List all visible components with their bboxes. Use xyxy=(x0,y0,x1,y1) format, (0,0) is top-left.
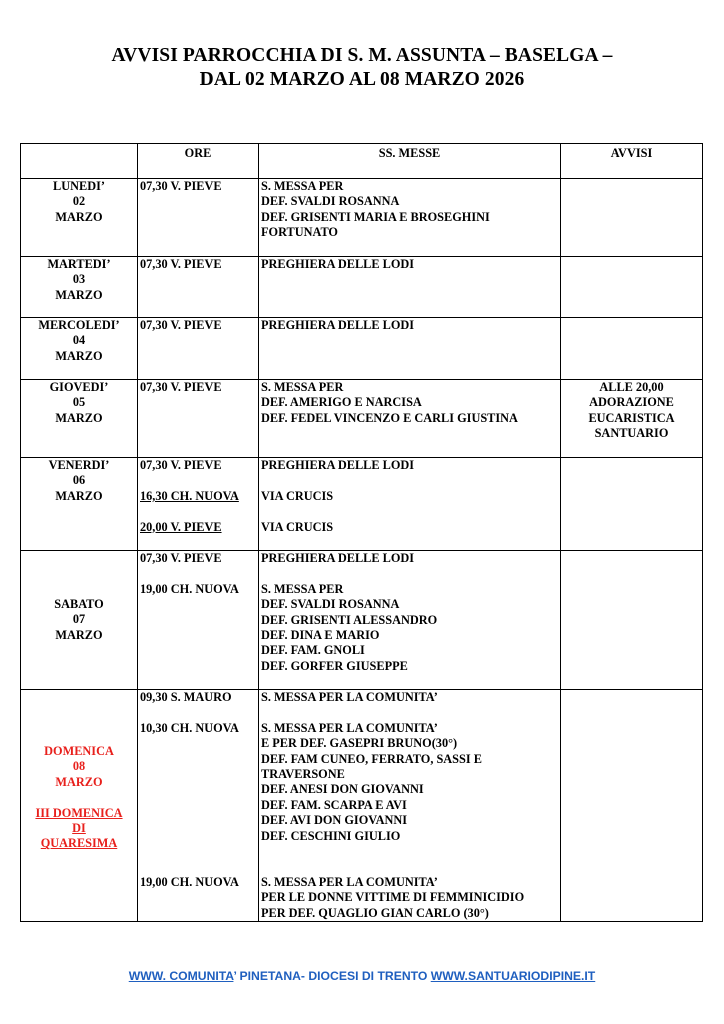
ore-cell-saturday xyxy=(138,551,259,690)
day-number: 04 xyxy=(72,333,86,348)
title-line-1: AVVISI PARROCCHIA DI S. M. ASSUNTA – BASELGA – xyxy=(111,45,613,66)
footer-link-comunita[interactable]: WWW. COMUNITA xyxy=(128,969,234,983)
spacer xyxy=(261,504,558,519)
ore-cell-monday xyxy=(138,179,259,257)
notice-line: EUCARISTICA xyxy=(588,410,675,425)
mass-line: DEF. CESCHINI GIULIO xyxy=(261,828,401,843)
day-cell-tuesday xyxy=(21,257,138,318)
row-tuesday xyxy=(21,257,703,318)
spacer xyxy=(261,566,558,581)
spacer xyxy=(140,844,256,859)
day-name: VENERDI’ xyxy=(48,458,110,472)
spacer xyxy=(261,859,558,874)
spacer xyxy=(140,798,256,813)
header-day xyxy=(21,144,138,179)
day-name: LUNEDI’ xyxy=(53,179,105,193)
day-name: SABATO xyxy=(54,596,104,611)
time-entry: 07,30 V. PIEVE xyxy=(140,551,222,565)
day-name: GIOVEDI’ xyxy=(49,380,109,394)
mass-line: PER LE DONNE VITTIME DI FEMMINICIDIO xyxy=(261,890,525,905)
messe-cell-sunday xyxy=(259,690,561,922)
mass-line: DEF. FAM. SCARPA E AVI xyxy=(261,797,407,812)
day-month: MARZO xyxy=(55,410,103,425)
spacer xyxy=(140,859,256,874)
notice-line: ADORAZIONE xyxy=(589,395,674,410)
liturgical-note: III DOMENICA xyxy=(35,805,123,820)
avvisi-cell-wednesday xyxy=(561,318,703,380)
spacer xyxy=(140,566,256,581)
mass-line: DEF. GRISENTI ALESSANDRO xyxy=(261,612,438,627)
day-name: MARTEDI’ xyxy=(47,257,111,271)
avvisi-cell-friday xyxy=(561,458,703,551)
day-cell-friday xyxy=(21,458,138,551)
row-wednesday xyxy=(21,318,703,380)
spacer xyxy=(140,829,256,844)
day-name: MERCOLEDI’ xyxy=(38,318,120,332)
mass-line: DEF. ANESI DON GIOVANNI xyxy=(261,782,424,797)
mass-line: DEF. SVALDI ROSANNA xyxy=(261,194,400,209)
messe-cell-monday xyxy=(259,179,561,257)
time-entry: 19,00 CH. NUOVA xyxy=(140,581,239,596)
mass-line: S. MESSA PER LA COMUNITA’ xyxy=(261,874,438,889)
spacer xyxy=(23,790,135,805)
spacer xyxy=(140,767,256,782)
time-entry: 07,30 V. PIEVE xyxy=(140,458,222,472)
mass-line: DEF. AVI DON GIOVANNI xyxy=(261,813,408,828)
time-entry: 07,30 V. PIEVE xyxy=(140,257,222,271)
time-entry: 09,30 S. MAURO xyxy=(140,690,232,704)
spacer xyxy=(140,736,256,751)
messe-cell-friday xyxy=(259,458,561,551)
time-entry: 10,30 CH. NUOVA xyxy=(140,720,239,735)
mass-line: S. MESSA PER xyxy=(261,179,344,193)
spacer xyxy=(140,705,256,720)
mass-line: DEF. FAM CUNEO, FERRATO, SASSI E xyxy=(261,751,482,766)
day-cell-saturday xyxy=(21,551,138,690)
avvisi-cell-tuesday xyxy=(561,257,703,318)
mass-line: DEF. GRISENTI MARIA E BROSEGHINI xyxy=(261,209,490,224)
ore-cell-tuesday xyxy=(138,257,259,318)
footer xyxy=(0,969,724,983)
notice-line: ALLE 20,00 xyxy=(599,380,664,394)
footer-text: ’ PINETANA- DIOCESI DI TRENTO xyxy=(233,969,431,983)
day-cell-sunday xyxy=(21,690,138,922)
page-title xyxy=(0,44,724,92)
row-saturday xyxy=(21,551,703,690)
ore-cell-thursday xyxy=(138,380,259,458)
spacer xyxy=(261,705,558,720)
avvisi-cell-saturday xyxy=(561,551,703,690)
spacer xyxy=(261,473,558,488)
day-number: 07 xyxy=(72,612,86,627)
mass-line: S. MESSA PER LA COMUNITA’ xyxy=(261,690,438,704)
mass-line: S. MESSA PER xyxy=(261,581,344,596)
spacer xyxy=(140,813,256,828)
time-entry: 07,30 V. PIEVE xyxy=(140,318,222,332)
mass-line: VIA CRUCIS xyxy=(261,519,334,534)
mass-line: S. MESSA PER LA COMUNITA’ xyxy=(261,720,438,735)
time-entry: 20,00 V. PIEVE xyxy=(140,519,222,534)
row-sunday xyxy=(21,690,703,922)
day-month: MARZO xyxy=(55,287,103,302)
mass-line: DEF. DINA E MARIO xyxy=(261,628,380,643)
mass-line: FORTUNATO xyxy=(261,225,338,240)
mass-line: PREGHIERA DELLE LODI xyxy=(261,458,415,472)
day-cell-monday xyxy=(21,179,138,257)
day-month: MARZO xyxy=(55,488,103,503)
day-number: 08 xyxy=(72,759,86,774)
mass-line: S. MESSA PER xyxy=(261,380,344,394)
row-friday xyxy=(21,458,703,551)
notice-line: SANTUARIO xyxy=(594,426,669,441)
mass-line: DEF. FAM. GNOLI xyxy=(261,643,365,658)
day-number: 06 xyxy=(72,473,86,488)
messe-cell-saturday xyxy=(259,551,561,690)
day-month: MARZO xyxy=(55,774,103,789)
mass-line: PREGHIERA DELLE LODI xyxy=(261,551,415,565)
header-avvisi: AVVISI xyxy=(561,144,703,179)
ore-cell-wednesday xyxy=(138,318,259,380)
schedule-table xyxy=(20,143,703,922)
messe-cell-thursday xyxy=(259,380,561,458)
header-row xyxy=(21,144,703,179)
mass-line: TRAVERSONE xyxy=(261,767,345,782)
day-name: DOMENICA xyxy=(44,743,114,758)
mass-line: DEF. SVALDI ROSANNA xyxy=(261,597,400,612)
mass-line: E PER DEF. GASEPRI BRUNO(30°) xyxy=(261,736,458,751)
header-messe: SS. MESSE xyxy=(259,144,561,179)
day-number: 05 xyxy=(72,395,86,410)
row-thursday xyxy=(21,380,703,458)
mass-line: DEF. GORFER GIUSEPPE xyxy=(261,658,408,673)
day-cell-wednesday xyxy=(21,318,138,380)
time-entry: 16,30 CH. NUOVA xyxy=(140,488,239,503)
messe-cell-wednesday xyxy=(259,318,561,380)
day-month: MARZO xyxy=(55,348,103,363)
time-entry: 07,30 V. PIEVE xyxy=(140,380,222,394)
footer-link-santuario[interactable]: WWW.SANTUARIODIPINE.IT xyxy=(430,969,596,983)
avvisi-cell-sunday xyxy=(561,690,703,922)
liturgical-note: DI xyxy=(72,820,86,835)
spacer xyxy=(140,504,256,519)
mass-line: DEF. AMERIGO E NARCISA xyxy=(261,395,422,410)
ore-cell-friday xyxy=(138,458,259,551)
spacer xyxy=(261,844,558,859)
title-line-2: DAL 02 MARZO AL 08 MARZO 2026 xyxy=(199,69,525,90)
mass-line: VIA CRUCIS xyxy=(261,488,334,503)
day-number: 03 xyxy=(72,272,86,287)
day-month: MARZO xyxy=(55,627,103,642)
mass-line: PER DEF. QUAGLIO GIAN CARLO (30°) xyxy=(261,905,489,920)
mass-line: PREGHIERA DELLE LODI xyxy=(261,257,415,271)
avvisi-cell-thursday xyxy=(561,380,703,458)
header-ore: ORE xyxy=(138,144,259,179)
day-month: MARZO xyxy=(55,209,103,224)
spacer xyxy=(140,782,256,797)
ore-cell-sunday xyxy=(138,690,259,922)
liturgical-note: QUARESIMA xyxy=(40,836,118,851)
mass-line: PREGHIERA DELLE LODI xyxy=(261,318,415,332)
time-entry: 19,00 CH. NUOVA xyxy=(140,874,239,889)
time-entry: 07,30 V. PIEVE xyxy=(140,179,222,193)
row-monday xyxy=(21,179,703,257)
spacer xyxy=(140,473,256,488)
spacer xyxy=(140,752,256,767)
messe-cell-tuesday xyxy=(259,257,561,318)
mass-line: DEF. FEDEL VINCENZO E CARLI GIUSTINA xyxy=(261,410,518,425)
day-number: 02 xyxy=(72,194,86,209)
day-cell-thursday xyxy=(21,380,138,458)
avvisi-cell-monday xyxy=(561,179,703,257)
spacer xyxy=(23,852,135,867)
